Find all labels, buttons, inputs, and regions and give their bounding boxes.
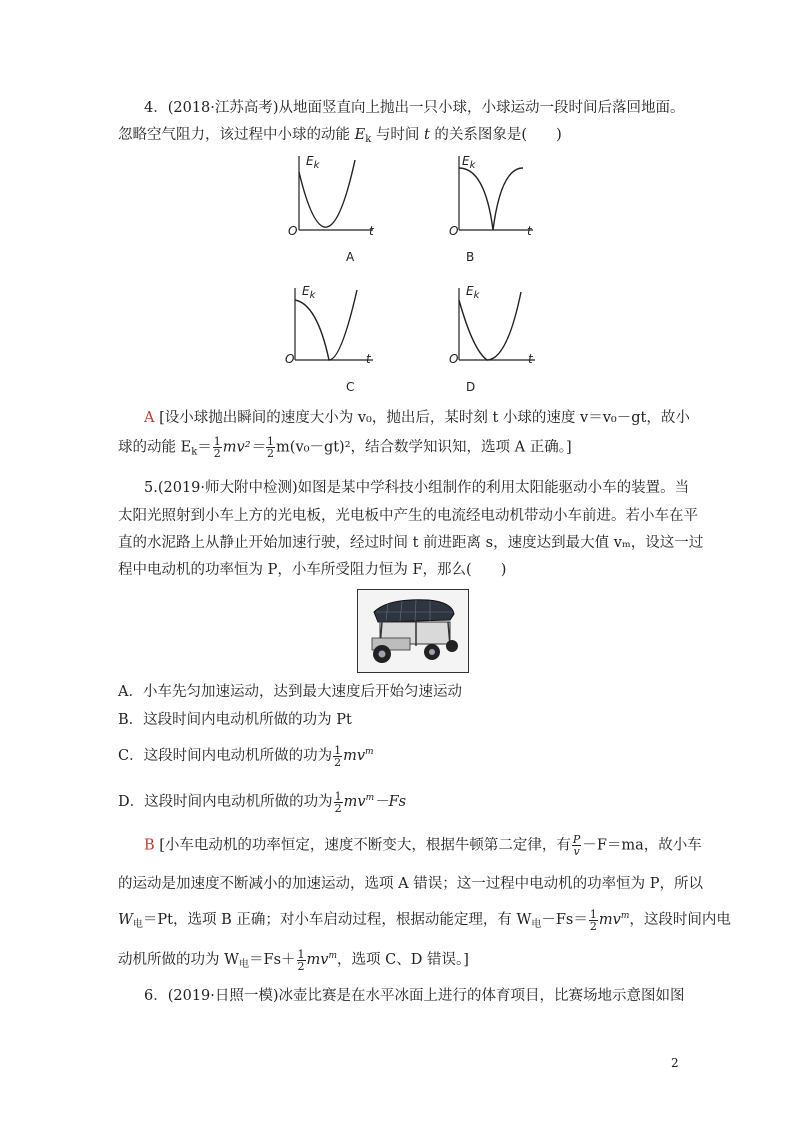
q6-stem-line1: 6．(2019·日照一模)冰壶比赛是在水平冰面上进行的体育项目，比赛场地示意图如图 (144, 988, 685, 1004)
fraction-half: $\frac{1}{2}$ (267, 435, 275, 460)
fraction-half: $\frac{1}{2}$ (213, 435, 221, 460)
graph-a-ylabel: $E_k$ (306, 154, 320, 171)
q5-option-d-mv: mv (343, 794, 366, 810)
q5-answer-text3b: ＝Pt，选项 B 正确；对小车启动过程，根据动能定理，有 W (142, 912, 532, 928)
q5-answer-w: W (118, 912, 133, 928)
graph-b-label: B (466, 250, 475, 264)
fraction-half: $\frac{1}{2}$ (334, 743, 342, 769)
graph-d-label: D (466, 380, 476, 394)
q4-stem-line1: 4．(2018·江苏高考)从地面竖直向上抛出一只小球，小球运动一段时间后落回地面。 (144, 100, 685, 116)
graph-a-xlabel: t (369, 224, 374, 238)
q5-answer-text3e: ，这段时间内电 (629, 912, 731, 928)
fraction-p-over-v: $\frac{P}{v}$ (572, 833, 581, 858)
q5-answer-w-sub4: 电 (239, 959, 250, 970)
q5-stem-line2: 太阳光照射到小车上方的光电板，光电板中产生的电流经电动机带动小车前进。若小车在平 (118, 508, 698, 524)
solar-car-photo (357, 589, 469, 673)
q4-t-symbol: t (423, 127, 430, 143)
q4-answer-text2d: m(v₀－gt)²，结合数学知识知，选项 A 正确。] (276, 439, 572, 456)
q4-stem-text-b: 与时间 (375, 127, 420, 143)
q5-answer-text4b: ＝Fs＋ (249, 952, 296, 968)
q5-answer-mv3: mv (598, 912, 621, 928)
q5-answer-w-sub2: 电 (531, 919, 542, 930)
graph-a-label: A (346, 250, 355, 264)
graph-c-origin: O (285, 352, 295, 366)
q4-answer-sub: k (191, 446, 198, 458)
q5-answer-text3c: －Fs＝ (541, 912, 588, 928)
q5-answer-mv4: mv (306, 952, 329, 968)
q5-option-d-sup: m (365, 793, 375, 803)
q5-answer-sup3: m (620, 911, 630, 921)
graph-a-origin: O (288, 224, 298, 238)
q4-answer-text2a: 球的动能 E (118, 439, 192, 456)
page-number: 2 (671, 1056, 679, 1070)
q5-answer-text4a: 动机所做的功为 W (118, 952, 240, 968)
fraction-half: $\frac{1}{2}$ (334, 789, 342, 815)
q5-option-d-text: D．这段时间内电动机所做的功为 (118, 794, 333, 810)
q4-ek-symbol: E (354, 127, 366, 143)
q4-stem-text-c: 的关系图象是( ) (434, 127, 562, 143)
q5-option-d (118, 788, 406, 814)
q5-option-d-end: －Fs (374, 794, 407, 810)
q5-answer-line1 (144, 834, 702, 857)
q5-stem-line1: 5.(2019·师大附中检测)如图是某中学科技小组制作的利用太阳能驱动小车的装置。当 (144, 480, 690, 496)
q5-answer-sup4: m (328, 951, 338, 961)
q5-answer-text4d: ，选项 C、D 错误。] (337, 952, 469, 968)
q5-stem-line3: 直的水泥路上从静止开始加速行驶，经过时间 t 前进距离 s，速度达到最大值 vₘ，设这一过 (118, 535, 704, 551)
q4-answer-line1 (144, 408, 690, 428)
graph-d-ylabel: $E_k$ (466, 284, 480, 301)
fraction-half: $\frac{1}{2}$ (297, 947, 305, 973)
q4-stem-text-a: 忽略空气阻力，该过程中小球的动能 (118, 127, 350, 143)
q5-answer-text1b: －F＝ma，故小车 (582, 837, 702, 854)
q5-answer-line4 (118, 946, 469, 975)
graph-d-origin: O (449, 352, 459, 366)
q5-answer-line3 (118, 906, 731, 935)
q5-stem-line4: 程中电动机的功率恒为 P，小车所受阻力恒为 F，那么( ) (118, 562, 507, 578)
graph-b-origin: O (449, 224, 459, 238)
graph-d-xlabel: t (528, 352, 533, 366)
q5-option-b: B．这段时间内电动机所做的功为 Pt (118, 712, 352, 728)
q4-ek-subscript: k (365, 134, 372, 145)
q5-answer-letter: B (144, 837, 155, 854)
graph-b-ylabel: $E_k$ (462, 154, 476, 171)
fraction-half: $\frac{1}{2}$ (589, 907, 597, 933)
q4-answer-eq: ＝ (197, 439, 212, 456)
q4-answer-text1: [设小球抛出瞬间的速度大小为 v₀，抛出后，某时刻 t 小球的速度 v＝v₀－gt，故小 (159, 410, 690, 426)
q5-option-c (118, 742, 374, 768)
q5-answer-w-sub: 电 (132, 919, 143, 930)
q5-option-c-mv: mv (343, 748, 366, 764)
q5-answer-line2: 的运动是加速度不断减小的加速运动，选项 A 错误；这一过程中电动机的功率恒为 P，所以 (118, 876, 704, 892)
q5-answer-text1a: [小车电动机的功率恒定，速度不断变大，根据牛顿第二定律，有 (159, 837, 571, 854)
q5-option-a: A．小车先匀加速运动，达到最大速度后开始匀速运动 (118, 684, 462, 700)
q4-stem-line2 (118, 125, 562, 150)
q5-option-c-text: C．这段时间内电动机所做的功为 (118, 748, 333, 764)
graph-c-ylabel: $E_k$ (302, 284, 316, 301)
q5-option-c-sup: m (365, 747, 374, 757)
q4-answer-letter: A (144, 410, 155, 426)
q4-answer-line2 (118, 436, 572, 463)
graph-c-label: C (346, 380, 355, 394)
q4-answer-mv2: mv²＝ (222, 439, 266, 456)
graph-c-xlabel: t (366, 352, 371, 366)
graph-b-xlabel: t (527, 224, 532, 238)
